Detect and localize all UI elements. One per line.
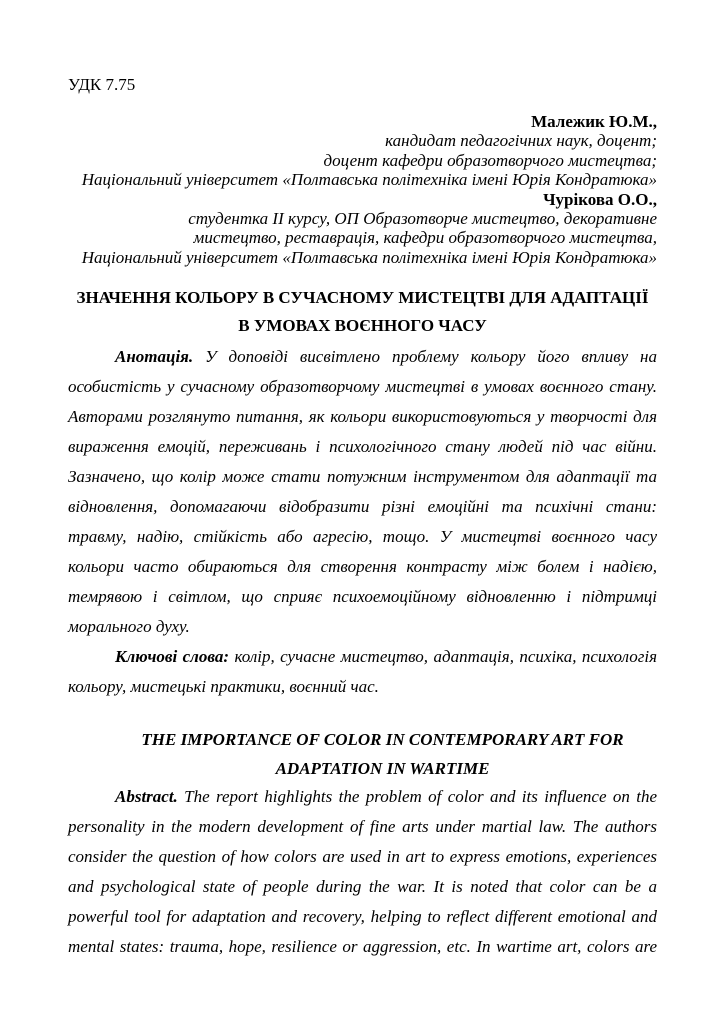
author-affiliation: Національний університет «Полтавська політехніка імені Юрія Кондратюка»	[81, 170, 657, 190]
text-line: морального духу.	[68, 617, 190, 636]
title-en	[68, 725, 677, 783]
title-ua	[68, 284, 657, 340]
author-name: Чурікова О.О.,	[543, 189, 657, 209]
text-line: personality in the modern development of fine arts under martial law. The authors	[68, 817, 657, 836]
text-line: кольору, мистецькі практики, воєнний час.	[68, 677, 379, 696]
text-line: consider the question of how colors are used in art to express emotions, experiences	[68, 847, 657, 866]
title-line: THE IMPORTANCE OF COLOR IN CONTEMPORARY ART FOR	[141, 730, 624, 749]
text-line: відновлення, допомагаючи відобразити різні емоційні та психічні стани:	[68, 497, 657, 516]
abstract	[68, 782, 657, 962]
abstract-label: Abstract.	[115, 787, 178, 806]
authors-block	[68, 112, 657, 267]
annotation-label: Анотація.	[115, 347, 194, 366]
author-affiliation: Національний університет «Полтавська політехніка імені Юрія Кондратюка»	[81, 247, 657, 267]
keywords-label: Ключові слова:	[115, 647, 230, 666]
text-line: кольори часто обираються для створення контрасту між болем і надією,	[68, 557, 657, 576]
title-line: В УМОВАХ ВОЄННОГО ЧАСУ	[238, 316, 487, 335]
text-line: особистість у сучасному образотворчому мистецтві в умовах воєнного стану.	[68, 377, 657, 396]
author-affiliation: кандидат педагогічних наук, доцент;	[385, 131, 657, 151]
title-line: ADAPTATION IN WARTIME	[275, 759, 490, 778]
text-line: вираження емоцій, переживань і психологічного стану людей під час війни.	[68, 437, 657, 456]
author-affiliation: мистецтво, реставрація, кафедри образотворчого мистецтва,	[193, 228, 657, 248]
text-line: Зазначено, що колір може стати потужним інструментом для адаптації та	[68, 467, 657, 486]
text-line: колір, сучасне мистецтво, адаптація, психіка, психологія	[234, 647, 657, 666]
title-line: ЗНАЧЕННЯ КОЛЬОРУ В СУЧАСНОМУ МИСТЕЦТВІ ДЛЯ АДАПТАЦІЇ	[76, 288, 649, 307]
text-line: Авторами розглянуто питання, як кольори використовуються у творчості для	[68, 407, 657, 426]
text-line: and psychological state of people during the war. It is noted that color can be a	[68, 877, 657, 896]
annotation	[68, 342, 657, 702]
author-affiliation: доцент кафедри образотворчого мистецтва;	[323, 150, 657, 170]
text-line: травму, надію, стійкість або агресію, тощо. У мистецтві воєнного часу	[68, 527, 657, 546]
author-affiliation: студентка ІІ курсу, ОП Образотворче мистецтво, декоративне	[188, 208, 657, 228]
text-line: У доповіді висвітлено проблему кольору його впливу на	[205, 347, 657, 366]
text-line: mental states: trauma, hope, resilience or aggression, etc. In wartime art, colors are	[68, 937, 657, 956]
text-line: темрявою і світлом, що сприяє психоемоційному відновленню і підтримці	[68, 587, 657, 606]
text-line: powerful tool for adaptation and recovery, helping to reflect different emotional and	[68, 907, 657, 926]
udc-code: УДК 7.75	[68, 75, 136, 94]
author-name: Малежик Ю.М.,	[531, 112, 657, 131]
text-line: The report highlights the problem of color and its influence on the	[184, 787, 658, 806]
